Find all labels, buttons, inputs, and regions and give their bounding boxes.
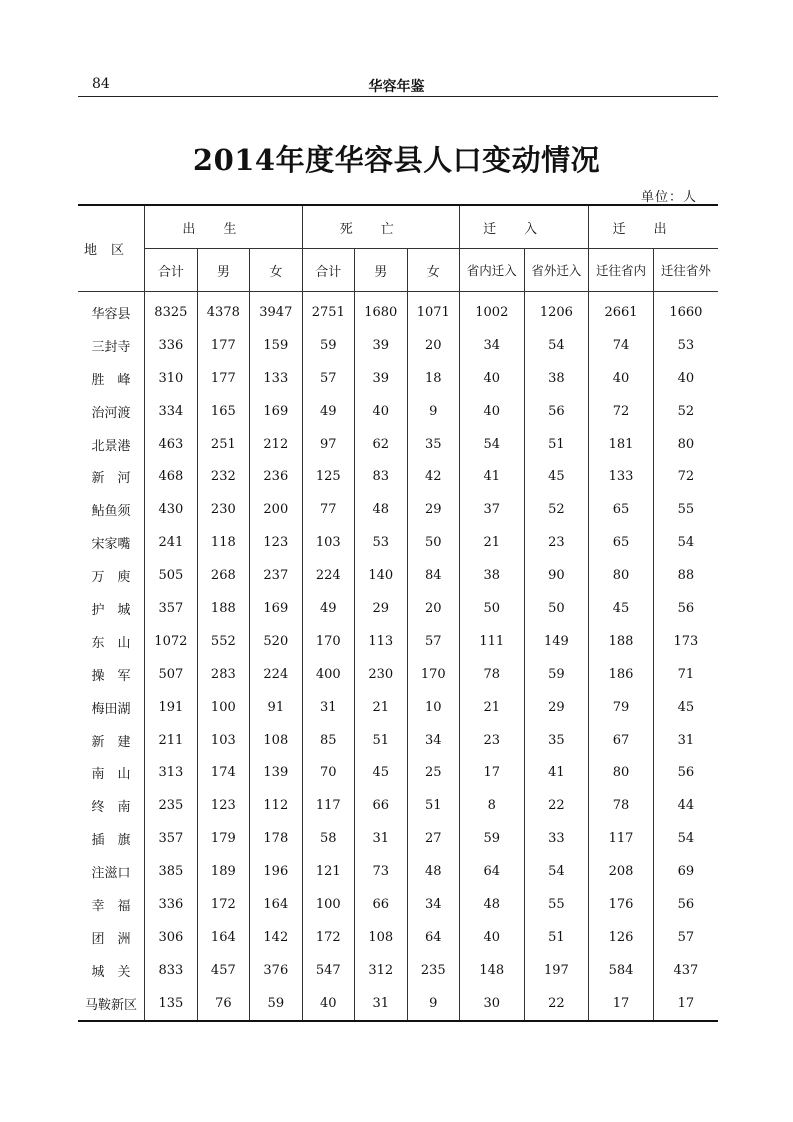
to-out-province-cell: 71 [653,658,718,691]
deaths-total-cell: 49 [302,395,354,428]
deaths-male-cell: 45 [355,756,407,789]
births-total-cell: 430 [145,493,197,526]
region-name-cell: 操 军 [91,668,131,684]
in-province-in-cell: 50 [460,592,525,625]
to-in-province-cell: 80 [589,756,654,789]
table-sub-header-row [78,249,718,292]
births-male-cell: 230 [197,493,249,526]
table-row [78,526,718,559]
births-total-cell: 310 [145,362,197,395]
births-total-cell: 1072 [145,625,197,658]
deaths-total-header: 合计 [302,249,354,292]
births-female-cell: 224 [250,658,302,691]
births-male-cell: 123 [197,789,249,822]
unit-label: 单位：人 [640,190,697,205]
to-out-province-cell: 55 [653,493,718,526]
births-female-cell: 142 [250,921,302,954]
births-total-cell: 306 [145,921,197,954]
table-row [78,822,718,855]
table-row [78,756,718,789]
births-total-cell: 336 [145,888,197,921]
births-total-cell: 8325 [145,292,197,329]
deaths-total-cell: 224 [302,559,354,592]
deaths-female-cell: 35 [407,428,459,461]
to-in-province-cell: 186 [589,658,654,691]
births-total-cell: 505 [145,559,197,592]
in-province-in-cell: 17 [460,756,525,789]
deaths-female-cell: 170 [407,658,459,691]
births-total-cell: 235 [145,789,197,822]
births-total-cell: 313 [145,756,197,789]
region-name-cell: 宋家嘴 [91,537,131,553]
table-row [78,329,718,362]
in-province-in-cell: 40 [460,362,525,395]
out-province-in-cell: 29 [524,691,589,724]
deaths-female-cell: 29 [407,493,459,526]
to-in-province-cell: 2661 [589,292,654,329]
to-out-province-cell: 31 [653,724,718,757]
to-in-province-header: 迁往省内 [589,249,654,292]
to-in-province-cell: 188 [589,625,654,658]
to-in-province-cell: 78 [589,789,654,822]
deaths-female-cell: 9 [407,395,459,428]
region-name-cell: 护 城 [91,602,131,618]
table-row [78,691,718,724]
births-male-cell: 164 [197,921,249,954]
in-province-in-cell: 48 [460,888,525,921]
births-male-cell: 118 [197,526,249,559]
page-title: 2014年度华容县人口变动情况 [192,143,601,177]
deaths-male-cell: 66 [355,888,407,921]
deaths-female-cell: 25 [407,756,459,789]
region-name-cell: 团 洲 [91,931,131,947]
births-male-cell: 172 [197,888,249,921]
births-male-cell: 103 [197,724,249,757]
deaths-male-cell: 73 [355,855,407,888]
region-column-header: 地区 [78,205,145,292]
table-row [78,921,718,954]
births-female-cell: 123 [250,526,302,559]
deaths-male-cell: 108 [355,921,407,954]
births-total-cell: 357 [145,822,197,855]
out-province-in-cell: 22 [524,987,589,1021]
out-province-in-cell: 54 [524,855,589,888]
table-row [78,987,718,1021]
region-name-cell: 南 山 [91,767,131,783]
to-in-province-cell: 176 [589,888,654,921]
table-row [78,493,718,526]
deaths-female-cell: 20 [407,329,459,362]
out-province-in-cell: 54 [524,329,589,362]
deaths-female-cell: 9 [407,987,459,1021]
to-in-province-cell: 117 [589,822,654,855]
to-out-province-cell: 44 [653,789,718,822]
out-province-in-cell: 22 [524,789,589,822]
deaths-male-cell: 312 [355,954,407,987]
region-name-cell: 北景港 [91,438,131,454]
deaths-female-cell: 1071 [407,292,459,329]
to-out-province-cell: 17 [653,987,718,1021]
in-province-in-cell: 148 [460,954,525,987]
out-province-in-cell: 56 [524,395,589,428]
out-province-in-cell: 23 [524,526,589,559]
births-male-cell: 100 [197,691,249,724]
deaths-female-cell: 10 [407,691,459,724]
region-name-cell: 注滋口 [91,866,131,882]
deaths-male-cell: 31 [355,987,407,1021]
births-male-cell: 177 [197,329,249,362]
to-out-province-cell: 173 [653,625,718,658]
to-out-province-cell: 56 [653,756,718,789]
to-in-province-cell: 74 [589,329,654,362]
out-province-in-cell: 50 [524,592,589,625]
deaths-group-header: 死亡 [302,205,459,249]
deaths-total-cell: 400 [302,658,354,691]
deaths-female-cell: 235 [407,954,459,987]
to-out-province-cell: 57 [653,921,718,954]
out-province-in-cell: 41 [524,756,589,789]
table-row [78,658,718,691]
births-total-cell: 357 [145,592,197,625]
deaths-male-cell: 51 [355,724,407,757]
deaths-total-cell: 172 [302,921,354,954]
deaths-female-cell: 27 [407,822,459,855]
to-out-province-cell: 53 [653,329,718,362]
deaths-total-cell: 121 [302,855,354,888]
births-female-cell: 169 [250,395,302,428]
table-group-header-row [78,205,718,249]
table-row [78,625,718,658]
deaths-total-cell: 97 [302,428,354,461]
deaths-male-cell: 40 [355,395,407,428]
table-row [78,724,718,757]
region-name-cell: 华容县 [91,306,131,322]
births-female-cell: 178 [250,822,302,855]
out-province-in-cell: 55 [524,888,589,921]
to-out-province-cell: 72 [653,460,718,493]
births-male-cell: 189 [197,855,249,888]
deaths-female-cell: 18 [407,362,459,395]
births-male-cell: 177 [197,362,249,395]
births-male-cell: 552 [197,625,249,658]
region-name-cell: 终 南 [91,800,131,816]
deaths-female-cell: 34 [407,724,459,757]
to-in-province-cell: 45 [589,592,654,625]
births-female-cell: 200 [250,493,302,526]
to-in-province-cell: 133 [589,460,654,493]
out-province-in-cell: 52 [524,493,589,526]
in-province-in-header: 省内迁入 [460,249,525,292]
to-in-province-cell: 181 [589,428,654,461]
deaths-male-cell: 113 [355,625,407,658]
to-in-province-cell: 65 [589,493,654,526]
table-row [78,428,718,461]
births-total-cell: 463 [145,428,197,461]
deaths-total-cell: 31 [302,691,354,724]
region-name-cell: 东 山 [91,635,131,651]
out-province-in-cell: 59 [524,658,589,691]
in-province-in-cell: 23 [460,724,525,757]
deaths-total-cell: 58 [302,822,354,855]
to-out-province-cell: 52 [653,395,718,428]
births-female-cell: 3947 [250,292,302,329]
births-male-cell: 188 [197,592,249,625]
table-row [78,954,718,987]
births-male-cell: 4378 [197,292,249,329]
region-name-cell: 新 河 [91,471,131,487]
deaths-total-cell: 2751 [302,292,354,329]
to-out-province-header: 迁往省外 [653,249,718,292]
births-female-cell: 164 [250,888,302,921]
region-name-cell: 鲇鱼须 [91,504,131,520]
out-province-in-cell: 1206 [524,292,589,329]
births-female-cell: 159 [250,329,302,362]
births-female-cell: 59 [250,987,302,1021]
header-rule [78,96,718,97]
region-name-cell: 梅田湖 [91,701,131,717]
out-province-in-cell: 149 [524,625,589,658]
deaths-male-cell: 1680 [355,292,407,329]
births-male-cell: 76 [197,987,249,1021]
table-row [78,559,718,592]
births-male-cell: 268 [197,559,249,592]
in-province-in-cell: 54 [460,428,525,461]
births-male-header: 男 [197,249,249,292]
births-total-cell: 336 [145,329,197,362]
deaths-male-cell: 83 [355,460,407,493]
deaths-female-cell: 34 [407,888,459,921]
births-male-cell: 174 [197,756,249,789]
to-out-province-cell: 437 [653,954,718,987]
in-province-in-cell: 8 [460,789,525,822]
table-row [78,888,718,921]
region-name-cell: 幸 福 [91,898,131,914]
deaths-female-cell: 57 [407,625,459,658]
region-name-cell: 插 旗 [91,833,131,849]
births-female-cell: 376 [250,954,302,987]
births-total-cell: 833 [145,954,197,987]
births-female-cell: 196 [250,855,302,888]
deaths-total-cell: 125 [302,460,354,493]
to-out-province-cell: 45 [653,691,718,724]
births-total-cell: 135 [145,987,197,1021]
table-row [78,292,718,329]
deaths-male-header: 男 [355,249,407,292]
births-female-cell: 237 [250,559,302,592]
out-province-in-cell: 38 [524,362,589,395]
to-out-province-cell: 88 [653,559,718,592]
in-province-in-cell: 30 [460,987,525,1021]
table-row [78,855,718,888]
in-province-in-cell: 1002 [460,292,525,329]
births-total-cell: 191 [145,691,197,724]
births-total-cell: 385 [145,855,197,888]
out-migration-group-header: 迁出 [589,205,718,249]
births-female-cell: 236 [250,460,302,493]
in-province-in-cell: 38 [460,559,525,592]
births-female-cell: 139 [250,756,302,789]
in-province-in-cell: 21 [460,691,525,724]
out-province-in-cell: 197 [524,954,589,987]
births-total-cell: 507 [145,658,197,691]
to-in-province-cell: 208 [589,855,654,888]
deaths-total-cell: 70 [302,756,354,789]
deaths-female-cell: 48 [407,855,459,888]
out-province-in-cell: 51 [524,428,589,461]
births-male-cell: 232 [197,460,249,493]
to-in-province-cell: 67 [589,724,654,757]
births-female-cell: 112 [250,789,302,822]
in-province-in-cell: 64 [460,855,525,888]
deaths-total-cell: 77 [302,493,354,526]
in-province-in-cell: 34 [460,329,525,362]
births-male-cell: 251 [197,428,249,461]
to-in-province-cell: 80 [589,559,654,592]
deaths-female-cell: 20 [407,592,459,625]
deaths-total-cell: 49 [302,592,354,625]
out-province-in-cell: 35 [524,724,589,757]
births-female-cell: 108 [250,724,302,757]
running-header-title: 华容年鉴 [368,79,425,95]
deaths-female-cell: 51 [407,789,459,822]
out-province-in-header: 省外迁入 [524,249,589,292]
deaths-male-cell: 230 [355,658,407,691]
births-total-cell: 468 [145,460,197,493]
table-row [78,362,718,395]
to-in-province-cell: 65 [589,526,654,559]
in-migration-group-header: 迁入 [460,205,589,249]
deaths-male-cell: 62 [355,428,407,461]
in-province-in-cell: 59 [460,822,525,855]
births-female-cell: 169 [250,592,302,625]
to-in-province-cell: 126 [589,921,654,954]
out-province-in-cell: 33 [524,822,589,855]
deaths-male-cell: 31 [355,822,407,855]
deaths-male-cell: 39 [355,329,407,362]
deaths-total-cell: 547 [302,954,354,987]
births-female-cell: 133 [250,362,302,395]
to-out-province-cell: 40 [653,362,718,395]
region-name-cell: 马鞍新区 [78,987,145,1021]
table-row [78,460,718,493]
region-name-cell: 城 关 [91,964,131,980]
deaths-total-cell: 59 [302,329,354,362]
deaths-male-cell: 66 [355,789,407,822]
births-female-cell: 520 [250,625,302,658]
deaths-female-cell: 42 [407,460,459,493]
to-in-province-cell: 584 [589,954,654,987]
deaths-total-cell: 170 [302,625,354,658]
deaths-female-header: 女 [407,249,459,292]
deaths-female-cell: 50 [407,526,459,559]
deaths-total-cell: 40 [302,987,354,1021]
to-out-province-cell: 80 [653,428,718,461]
to-out-province-cell: 54 [653,822,718,855]
region-name-cell: 万 庾 [91,570,131,586]
to-in-province-cell: 40 [589,362,654,395]
births-female-cell: 212 [250,428,302,461]
deaths-total-cell: 100 [302,888,354,921]
to-in-province-cell: 17 [589,987,654,1021]
out-province-in-cell: 51 [524,921,589,954]
deaths-male-cell: 53 [355,526,407,559]
in-province-in-cell: 21 [460,526,525,559]
deaths-total-cell: 117 [302,789,354,822]
page-number: 84 [92,76,110,92]
births-total-cell: 334 [145,395,197,428]
in-province-in-cell: 40 [460,395,525,428]
births-male-cell: 179 [197,822,249,855]
in-province-in-cell: 37 [460,493,525,526]
out-province-in-cell: 45 [524,460,589,493]
in-province-in-cell: 78 [460,658,525,691]
region-name-cell: 胜 峰 [91,372,131,388]
deaths-male-cell: 140 [355,559,407,592]
in-province-in-cell: 40 [460,921,525,954]
births-female-cell: 91 [250,691,302,724]
to-in-province-cell: 79 [589,691,654,724]
in-province-in-cell: 41 [460,460,525,493]
deaths-male-cell: 21 [355,691,407,724]
deaths-male-cell: 39 [355,362,407,395]
in-province-in-cell: 111 [460,625,525,658]
region-name-cell: 治河渡 [91,405,131,421]
births-male-cell: 283 [197,658,249,691]
table-body [78,292,718,1021]
to-out-province-cell: 56 [653,888,718,921]
deaths-total-cell: 103 [302,526,354,559]
births-male-cell: 165 [197,395,249,428]
region-name-cell: 新 建 [91,734,131,750]
births-total-cell: 211 [145,724,197,757]
deaths-female-cell: 84 [407,559,459,592]
to-in-province-cell: 72 [589,395,654,428]
table-row [78,789,718,822]
deaths-total-cell: 57 [302,362,354,395]
to-out-province-cell: 56 [653,592,718,625]
out-province-in-cell: 90 [524,559,589,592]
population-change-table [78,204,718,1022]
births-male-cell: 457 [197,954,249,987]
births-group-header: 出生 [145,205,302,249]
deaths-total-cell: 85 [302,724,354,757]
table-row [78,395,718,428]
deaths-male-cell: 48 [355,493,407,526]
births-female-header: 女 [250,249,302,292]
deaths-female-cell: 64 [407,921,459,954]
to-out-province-cell: 69 [653,855,718,888]
births-total-header: 合计 [145,249,197,292]
births-total-cell: 241 [145,526,197,559]
to-out-province-cell: 54 [653,526,718,559]
region-name-cell: 三封寺 [91,339,131,355]
to-out-province-cell: 1660 [653,292,718,329]
deaths-male-cell: 29 [355,592,407,625]
table-row [78,592,718,625]
